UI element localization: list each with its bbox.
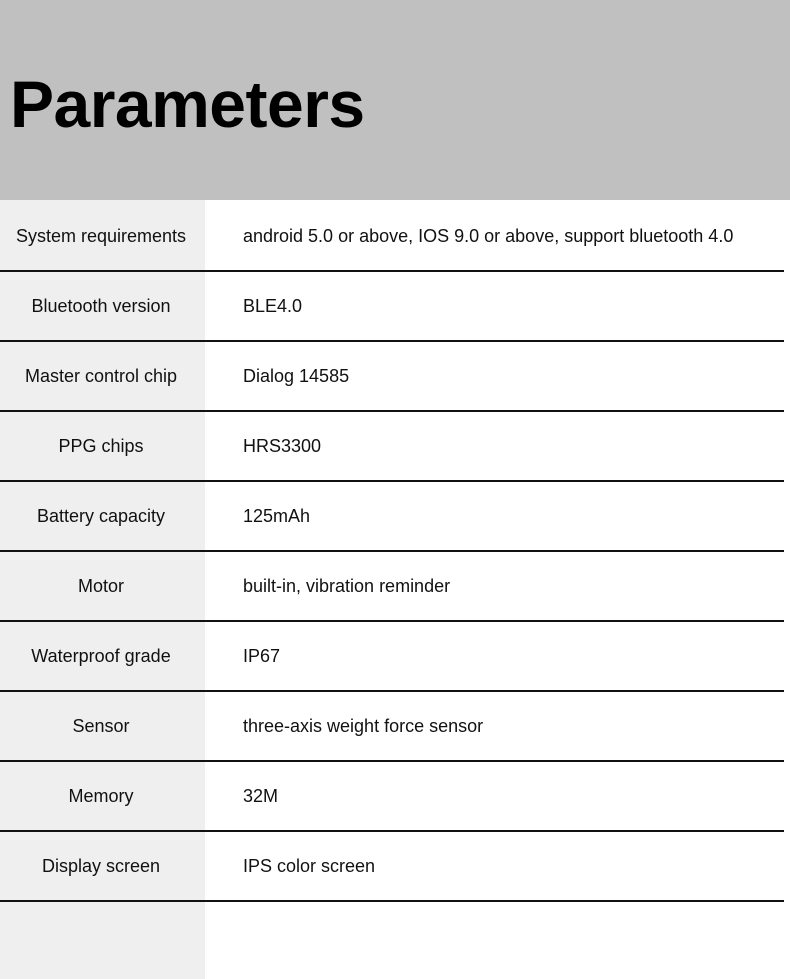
parameters-table [0,202,790,902]
parameter-value: 125mAh [243,505,311,526]
table-row [0,552,784,622]
parameter-label: PPG chips [58,435,144,456]
table-row [0,342,784,412]
parameter-value: IP67 [243,645,281,666]
table-row [0,202,784,272]
table-row [0,482,784,552]
table-row [0,762,784,832]
page-title: Parameters [10,67,365,141]
parameter-value: android 5.0 or above, IOS 9.0 or above, support bluetooth 4.0 [243,225,734,246]
table-row [0,272,784,342]
parameter-label: Waterproof grade [31,645,171,666]
header-banner [0,0,790,200]
parameter-value: HRS3300 [243,435,322,456]
parameter-value: built-in, vibration reminder [243,575,451,596]
parameter-label: Motor [77,575,124,596]
parameter-label: Battery capacity [36,505,166,526]
parameter-value: three-axis weight force sensor [243,715,484,736]
parameter-label: Display screen [41,855,161,876]
parameter-value: 32M [243,785,279,806]
parameter-label: Sensor [72,715,130,736]
parameter-label: Memory [68,785,134,806]
parameter-value: Dialog 14585 [243,365,350,386]
table-row [0,832,784,902]
parameter-value: BLE4.0 [243,295,303,316]
parameter-label: Bluetooth version [31,295,171,316]
parameter-label: Master control chip [24,365,178,386]
table-row [0,622,784,692]
parameter-value: IPS color screen [243,855,376,876]
parameter-label: System requirements [15,225,187,246]
table-row [0,692,784,762]
table-row [0,412,784,482]
